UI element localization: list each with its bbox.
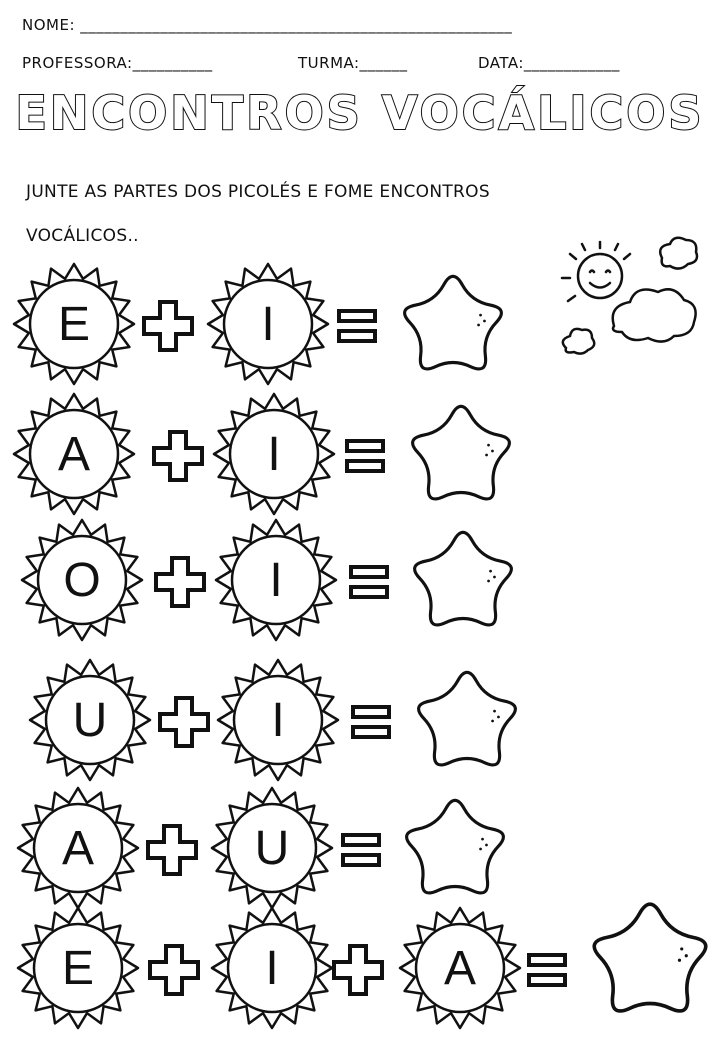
vowel-letter: A bbox=[57, 427, 90, 481]
vowel-letter: A bbox=[443, 941, 476, 995]
instruction-line-2: VOCÁLICOS.. bbox=[26, 226, 139, 246]
plus-icon bbox=[156, 694, 212, 750]
exercise-row bbox=[0, 906, 720, 1036]
star-answer-box[interactable] bbox=[396, 788, 514, 906]
date-field-label: DATA:____________ bbox=[478, 54, 620, 72]
vowel-letter: E bbox=[57, 297, 90, 351]
equals-icon bbox=[340, 830, 384, 870]
vowel-letter: I bbox=[265, 941, 279, 995]
instruction-line-1: JUNTE AS PARTES DOS PICOLÉS E FOME ENCONTROS bbox=[26, 182, 490, 202]
plus-icon bbox=[144, 822, 200, 878]
equals-icon bbox=[348, 562, 392, 602]
plus-icon bbox=[146, 942, 202, 998]
equals-icon bbox=[336, 306, 380, 346]
page-title: ENCONTROS VOCÁLICOS bbox=[15, 86, 705, 140]
plus-icon bbox=[330, 942, 386, 998]
star-answer-box[interactable] bbox=[394, 264, 512, 382]
equals-icon bbox=[350, 702, 394, 742]
star-answer-box[interactable] bbox=[408, 660, 526, 778]
exercise-row bbox=[0, 518, 720, 648]
plus-icon bbox=[152, 554, 208, 610]
star-answer-box[interactable] bbox=[582, 890, 718, 1026]
vowel-letter: U bbox=[72, 693, 108, 747]
vowel-letter: I bbox=[261, 297, 275, 351]
vowel-letter: I bbox=[271, 693, 285, 747]
vowel-letter: O bbox=[63, 553, 101, 607]
teacher-field-label: PROFESSORA:__________ bbox=[22, 54, 213, 72]
exercise-row bbox=[0, 262, 720, 392]
vowel-letter: I bbox=[267, 427, 281, 481]
exercise-row bbox=[0, 392, 720, 522]
star-answer-box[interactable] bbox=[404, 520, 522, 638]
vowel-letter: E bbox=[61, 941, 94, 995]
vowel-letter: I bbox=[269, 553, 283, 607]
exercise-row bbox=[0, 658, 720, 788]
class-field-label: TURMA:______ bbox=[298, 54, 408, 72]
equals-icon bbox=[344, 436, 388, 476]
equals-icon bbox=[526, 950, 570, 990]
plus-icon bbox=[140, 298, 196, 354]
name-field-label: NOME: ______________________________________________________ bbox=[22, 16, 513, 34]
plus-icon bbox=[150, 428, 206, 484]
vowel-letter: A bbox=[61, 821, 94, 875]
star-answer-box[interactable] bbox=[402, 394, 520, 512]
vowel-letter: U bbox=[254, 821, 290, 875]
